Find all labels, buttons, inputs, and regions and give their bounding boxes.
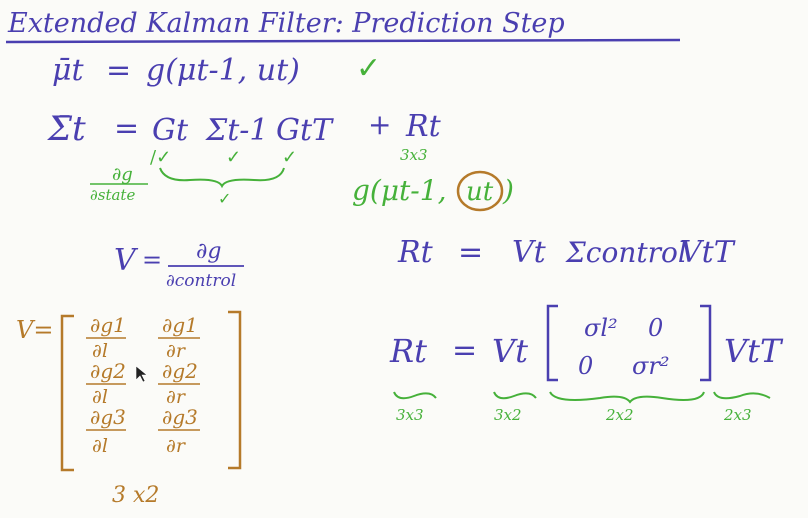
v-matrix-size: 3 x2 bbox=[112, 483, 160, 508]
deriv-denominator: ∂state bbox=[90, 186, 136, 204]
equals-sign: = bbox=[114, 111, 140, 146]
curly-brace-icon bbox=[160, 168, 284, 186]
g-expression: g(μt-1, bbox=[352, 174, 447, 207]
jacobian-g-transpose: GtT bbox=[276, 113, 333, 148]
noise-mapping-equation bbox=[397, 235, 736, 270]
tick-mark-2: ✓ bbox=[226, 147, 242, 168]
vt-transpose: VtT bbox=[680, 235, 734, 270]
size-label-vt-transpose: 2x3 bbox=[724, 406, 752, 424]
matrix-cell-numerator: ∂g2 bbox=[90, 359, 126, 383]
matrix-cell-numerator: ∂g3 bbox=[162, 405, 198, 429]
matrix-cell-numerator: ∂g2 bbox=[162, 359, 198, 383]
tick-mark-1: /✓ bbox=[150, 147, 172, 168]
control-u: ut bbox=[466, 177, 494, 207]
size-label-sigma: 2x2 bbox=[606, 406, 634, 424]
v-symbol: V bbox=[114, 243, 136, 278]
right-bracket bbox=[228, 312, 240, 468]
r-size-label: 3x3 bbox=[400, 146, 428, 164]
equals-sign: = bbox=[458, 235, 484, 270]
noise-mapping-expanded bbox=[389, 306, 784, 424]
equals-sign: = bbox=[452, 333, 478, 368]
title-underline bbox=[6, 40, 680, 42]
matrix-cell-denominator: ∂l bbox=[92, 386, 108, 408]
matrix-cell-numerator: ∂g1 bbox=[162, 313, 198, 337]
matrix-cell-22: σr² bbox=[632, 352, 670, 380]
sigma-control: Σcontrol bbox=[566, 236, 687, 269]
motion-model: g(μt-1, ut) bbox=[146, 53, 300, 88]
mouse-cursor-icon bbox=[136, 366, 147, 382]
vt-symbol: Vt bbox=[492, 332, 528, 370]
plus-sign: + bbox=[368, 108, 392, 141]
process-noise-r: Rt bbox=[406, 109, 441, 144]
check-icon: ✓ bbox=[356, 51, 382, 86]
v-jacobian-matrix bbox=[16, 312, 240, 508]
v-deriv-numerator: ∂g bbox=[196, 239, 222, 264]
matrix-cell-denominator: ∂r bbox=[166, 340, 185, 362]
matrix-cell-12: 0 bbox=[648, 314, 664, 342]
closing-paren: ) bbox=[503, 174, 514, 207]
matrix-cell-denominator: ∂r bbox=[166, 435, 185, 457]
title: Extended Kalman Filter: Prediction Step bbox=[8, 8, 565, 39]
vt-transpose: VtT bbox=[724, 332, 782, 370]
control-highlight-expression bbox=[352, 172, 514, 210]
underbrace-icon bbox=[394, 392, 436, 398]
matrix-cell-numerator: ∂g1 bbox=[90, 313, 126, 337]
matrix-cell-11: σl² bbox=[584, 314, 618, 342]
underbrace-icon bbox=[494, 392, 536, 398]
equals-sign: = bbox=[142, 246, 163, 274]
rt-symbol: Rt bbox=[398, 235, 433, 270]
size-label-rt: 3x3 bbox=[396, 406, 424, 424]
v-deriv-denominator: ∂control bbox=[166, 271, 237, 291]
size-label-vt: 3x2 bbox=[494, 406, 522, 424]
left-bracket bbox=[548, 306, 558, 380]
rt-symbol: Rt bbox=[390, 332, 427, 370]
deriv-numerator: ∂g bbox=[112, 164, 133, 185]
matrix-cell-numerator: ∂g3 bbox=[90, 405, 126, 429]
v-matrix-label: V= bbox=[16, 316, 54, 344]
matrix-cell-denominator: ∂l bbox=[92, 340, 108, 362]
underbrace-icon bbox=[550, 392, 704, 402]
vt-symbol: Vt bbox=[512, 235, 546, 270]
left-bracket bbox=[62, 316, 74, 470]
equals-sign: = bbox=[106, 53, 132, 88]
matrix-cell-21: 0 bbox=[578, 352, 594, 380]
underbrace-icon bbox=[714, 392, 770, 398]
matrix-cell-denominator: ∂l bbox=[92, 435, 108, 457]
brace-check: ✓ bbox=[218, 189, 232, 208]
right-bracket bbox=[700, 306, 710, 380]
mean-bar-symbol: μ̄t bbox=[52, 53, 84, 88]
jacobian-g: Gt bbox=[152, 113, 189, 148]
mean-prediction-equation bbox=[52, 51, 381, 88]
v-definition bbox=[114, 239, 244, 291]
sigma-bar-symbol: Σ̄t bbox=[48, 109, 86, 149]
sigma-previous: Σt-1 bbox=[206, 113, 269, 148]
tick-mark-3: ✓ bbox=[282, 147, 298, 168]
matrix-cell-denominator: ∂r bbox=[166, 386, 185, 408]
